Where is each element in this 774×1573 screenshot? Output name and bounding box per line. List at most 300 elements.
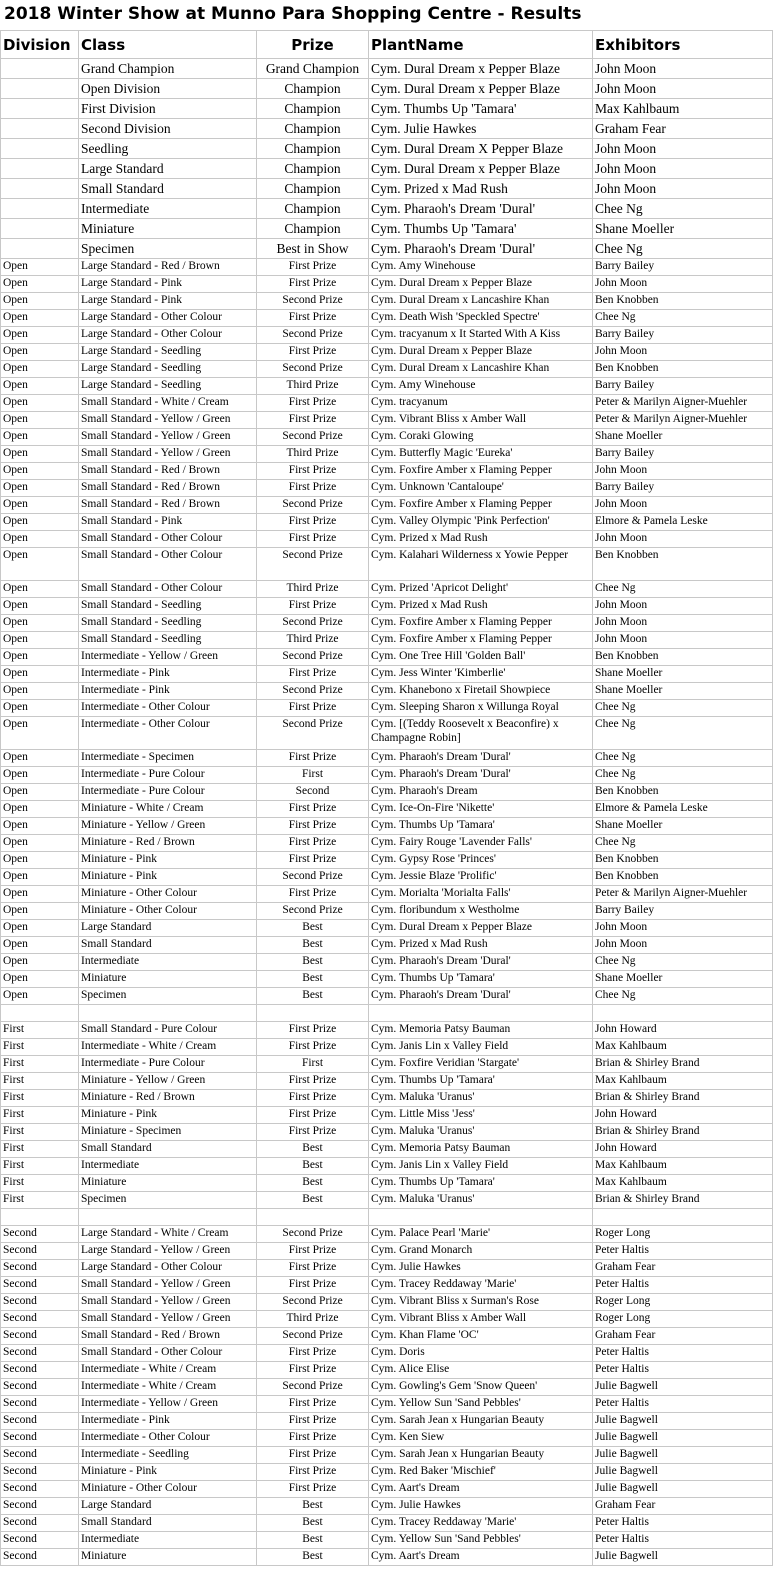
prize-cell: Third Prize xyxy=(257,632,369,649)
class-cell: Small Standard - Pink xyxy=(79,514,257,531)
result-row xyxy=(1,446,773,463)
exhibitor-cell: John Howard xyxy=(593,1022,773,1039)
separator-row xyxy=(1,1005,773,1022)
class-cell: Large Standard - Other Colour xyxy=(79,310,257,327)
division-cell xyxy=(1,59,79,79)
exhibitor-cell: Elmore & Pamela Leske xyxy=(593,514,773,531)
result-row xyxy=(1,548,773,581)
plant-name-cell: Cym. Vibrant Bliss x Amber Wall xyxy=(369,412,593,429)
result-row xyxy=(1,750,773,767)
class-cell: Small Standard - Other Colour xyxy=(79,531,257,548)
division-cell: First xyxy=(1,1158,79,1175)
page-title: 2018 Winter Show at Munno Para Shopping Centre - Results xyxy=(4,4,582,24)
class-cell: Small Standard - Yellow / Green xyxy=(79,1294,257,1311)
champion-row xyxy=(1,159,773,179)
prize-cell: Best xyxy=(257,937,369,954)
division-cell: Open xyxy=(1,784,79,801)
prize-cell: First Prize xyxy=(257,395,369,412)
exhibitor-cell: Ben Knobben xyxy=(593,293,773,310)
exhibitor-cell: Peter & Marilyn Aigner-Muehler xyxy=(593,412,773,429)
class-cell: Miniature xyxy=(79,1549,257,1566)
class-cell xyxy=(79,1005,257,1022)
header-row xyxy=(1,31,773,59)
result-row xyxy=(1,1243,773,1260)
division-cell: Open xyxy=(1,412,79,429)
result-row xyxy=(1,276,773,293)
exhibitor-cell: Chee Ng xyxy=(593,239,773,259)
class-cell: Intermediate - Pink xyxy=(79,1413,257,1430)
plant-name-cell: Cym. Memoria Patsy Bauman xyxy=(369,1141,593,1158)
plant-name-cell: Cym. Foxfire Veridian 'Stargate' xyxy=(369,1056,593,1073)
result-row xyxy=(1,835,773,852)
plant-name-cell: Cym. Pharaoh's Dream xyxy=(369,784,593,801)
result-row xyxy=(1,581,773,598)
exhibitor-cell: John Moon xyxy=(593,344,773,361)
exhibitor-cell: Julie Bagwell xyxy=(593,1549,773,1566)
result-row xyxy=(1,1549,773,1566)
plant-name-cell: Cym. Grand Monarch xyxy=(369,1243,593,1260)
exhibitor-cell: John Howard xyxy=(593,1141,773,1158)
class-cell: Specimen xyxy=(79,1192,257,1209)
class-cell: Large Standard - White / Cream xyxy=(79,1226,257,1243)
division-cell: Second xyxy=(1,1481,79,1498)
result-row xyxy=(1,1379,773,1396)
result-row xyxy=(1,361,773,378)
prize-cell: Best xyxy=(257,1175,369,1192)
prize-cell: First Prize xyxy=(257,480,369,497)
division-cell: Open xyxy=(1,632,79,649)
division-cell: First xyxy=(1,1141,79,1158)
class-cell: Miniature xyxy=(79,971,257,988)
exhibitor-cell: Barry Bailey xyxy=(593,480,773,497)
prize-cell: First Prize xyxy=(257,700,369,717)
exhibitor-cell: John Moon xyxy=(593,179,773,199)
class-cell: Intermediate - White / Cream xyxy=(79,1379,257,1396)
plant-name-cell: Cym. Vibrant Bliss x Surman's Rose xyxy=(369,1294,593,1311)
result-row xyxy=(1,869,773,886)
plant-name-cell: Cym. tracyanum x It Started With A Kiss xyxy=(369,327,593,344)
result-row xyxy=(1,378,773,395)
prize-cell: Champion xyxy=(257,79,369,99)
division-cell: Open xyxy=(1,852,79,869)
result-row xyxy=(1,1362,773,1379)
class-cell: Small Standard - Seedling xyxy=(79,615,257,632)
result-row xyxy=(1,988,773,1005)
class-cell: Large Standard - Pink xyxy=(79,293,257,310)
prize-cell: Second Prize xyxy=(257,1294,369,1311)
exhibitor-cell: Chee Ng xyxy=(593,700,773,717)
class-cell: Large Standard - Red / Brown xyxy=(79,259,257,276)
result-row xyxy=(1,1532,773,1549)
division-cell: Second xyxy=(1,1464,79,1481)
exhibitor-cell: Peter Haltis xyxy=(593,1396,773,1413)
exhibitor-cell: Ben Knobben xyxy=(593,361,773,378)
division-cell: Second xyxy=(1,1515,79,1532)
result-row xyxy=(1,1226,773,1243)
exhibitor-cell: John Moon xyxy=(593,276,773,293)
prize-cell: Best xyxy=(257,920,369,937)
prize-cell: Second Prize xyxy=(257,293,369,310)
exhibitor-cell: John Moon xyxy=(593,79,773,99)
exhibitor-cell: Chee Ng xyxy=(593,310,773,327)
plant-name-cell: Cym. Amy Winehouse xyxy=(369,259,593,276)
exhibitor-cell: John Moon xyxy=(593,463,773,480)
class-cell: Grand Champion xyxy=(79,59,257,79)
result-row xyxy=(1,700,773,717)
header-class: Class xyxy=(79,31,257,59)
result-row xyxy=(1,327,773,344)
division-cell: Second xyxy=(1,1277,79,1294)
division-cell xyxy=(1,139,79,159)
division-cell: Open xyxy=(1,920,79,937)
plant-name-cell: Cym. Pharaoh's Dream 'Dural' xyxy=(369,988,593,1005)
plant-name-cell: Cym. Gowling's Gem 'Snow Queen' xyxy=(369,1379,593,1396)
plant-name-cell: Cym. Jess Winter 'Kimberlie' xyxy=(369,666,593,683)
plant-name-cell: Cym. Prized x Mad Rush xyxy=(369,179,593,199)
result-row xyxy=(1,649,773,666)
prize-cell: Best xyxy=(257,1532,369,1549)
exhibitor-cell: John Moon xyxy=(593,598,773,615)
prize-cell: First Prize xyxy=(257,463,369,480)
result-row xyxy=(1,1464,773,1481)
header-division: Division xyxy=(1,31,79,59)
division-cell: Open xyxy=(1,971,79,988)
division-cell: Open xyxy=(1,548,79,581)
division-cell: Open xyxy=(1,649,79,666)
plant-name-cell: Cym. Janis Lin x Valley Field xyxy=(369,1039,593,1056)
result-row xyxy=(1,1430,773,1447)
exhibitor-cell: Peter & Marilyn Aigner-Muehler xyxy=(593,886,773,903)
prize-cell: First Prize xyxy=(257,1396,369,1413)
class-cell: Miniature - White / Cream xyxy=(79,801,257,818)
division-cell: First xyxy=(1,1039,79,1056)
division-cell: First xyxy=(1,1192,79,1209)
plant-name-cell: Cym. Pharaoh's Dream 'Dural' xyxy=(369,239,593,259)
prize-cell: Second Prize xyxy=(257,1379,369,1396)
prize-cell: First Prize xyxy=(257,259,369,276)
division-cell: Open xyxy=(1,293,79,310)
prize-cell: Second Prize xyxy=(257,615,369,632)
prize-cell: First Prize xyxy=(257,1277,369,1294)
result-row xyxy=(1,784,773,801)
exhibitor-cell: Julie Bagwell xyxy=(593,1379,773,1396)
prize-cell: Champion xyxy=(257,199,369,219)
division-cell: Second xyxy=(1,1260,79,1277)
plant-name-cell: Cym. Pharaoh's Dream 'Dural' xyxy=(369,767,593,784)
prize-cell: Second Prize xyxy=(257,649,369,666)
result-row xyxy=(1,598,773,615)
class-cell: Intermediate - Pure Colour xyxy=(79,767,257,784)
division-cell: Second xyxy=(1,1328,79,1345)
prize-cell: Third Prize xyxy=(257,446,369,463)
header-plant-name: PlantName xyxy=(369,31,593,59)
plant-name-cell: Cym. Kalahari Wilderness x Yowie Pepper xyxy=(369,548,593,581)
division-cell: Open xyxy=(1,361,79,378)
champion-row xyxy=(1,99,773,119)
division-cell: Second xyxy=(1,1311,79,1328)
division-cell: Open xyxy=(1,683,79,700)
class-cell: Miniature - Red / Brown xyxy=(79,1090,257,1107)
plant-name-cell: Cym. Palace Pearl 'Marie' xyxy=(369,1226,593,1243)
plant-name-cell: Cym. Thumbs Up 'Tamara' xyxy=(369,818,593,835)
class-cell: Small Standard xyxy=(79,1141,257,1158)
class-cell: Miniature - Other Colour xyxy=(79,886,257,903)
class-cell: Miniature - Pink xyxy=(79,1107,257,1124)
prize-cell: First Prize xyxy=(257,310,369,327)
exhibitor-cell: Graham Fear xyxy=(593,1328,773,1345)
prize-cell: First Prize xyxy=(257,1345,369,1362)
result-row xyxy=(1,801,773,818)
class-cell: Small Standard xyxy=(79,1515,257,1532)
division-cell: Open xyxy=(1,259,79,276)
result-row xyxy=(1,920,773,937)
result-row xyxy=(1,259,773,276)
exhibitor-cell: Peter & Marilyn Aigner-Muehler xyxy=(593,395,773,412)
plant-name-cell: Cym. Foxfire Amber x Flaming Pepper xyxy=(369,463,593,480)
prize-cell: Champion xyxy=(257,119,369,139)
plant-name-cell: Cym. Khanebono x Firetail Showpiece xyxy=(369,683,593,700)
prize-cell: First Prize xyxy=(257,1243,369,1260)
exhibitor-cell: Chee Ng xyxy=(593,750,773,767)
division-cell: Open xyxy=(1,666,79,683)
prize-cell: First Prize xyxy=(257,598,369,615)
class-cell: Small Standard - Pure Colour xyxy=(79,1022,257,1039)
class-cell: First Division xyxy=(79,99,257,119)
exhibitor-cell: Chee Ng xyxy=(593,199,773,219)
champion-row xyxy=(1,119,773,139)
exhibitor-cell: Shane Moeller xyxy=(593,971,773,988)
plant-name-cell: Cym. Vibrant Bliss x Amber Wall xyxy=(369,1311,593,1328)
result-row xyxy=(1,717,773,750)
class-cell: Second Division xyxy=(79,119,257,139)
exhibitor-cell: Ben Knobben xyxy=(593,784,773,801)
division-cell: Open xyxy=(1,750,79,767)
prize-cell: Second Prize xyxy=(257,869,369,886)
plant-name-cell: Cym. Tracey Reddaway 'Marie' xyxy=(369,1515,593,1532)
result-row xyxy=(1,429,773,446)
result-row xyxy=(1,1090,773,1107)
division-cell: Second xyxy=(1,1498,79,1515)
division-cell xyxy=(1,199,79,219)
exhibitor-cell: Chee Ng xyxy=(593,835,773,852)
exhibitor-cell: Max Kahlbaum xyxy=(593,1158,773,1175)
class-cell: Small Standard - Other Colour xyxy=(79,548,257,581)
plant-name-cell: Cym. Red Baker 'Mischief' xyxy=(369,1464,593,1481)
exhibitor-cell: Ben Knobben xyxy=(593,852,773,869)
prize-cell: First Prize xyxy=(257,1073,369,1090)
exhibitor-cell: Barry Bailey xyxy=(593,327,773,344)
class-cell: Seedling xyxy=(79,139,257,159)
result-row xyxy=(1,903,773,920)
class-cell: Intermediate - Pure Colour xyxy=(79,784,257,801)
class-cell: Intermediate - Other Colour xyxy=(79,717,257,750)
class-cell: Specimen xyxy=(79,988,257,1005)
exhibitor-cell: Shane Moeller xyxy=(593,818,773,835)
division-cell: Open xyxy=(1,463,79,480)
division-cell: Second xyxy=(1,1243,79,1260)
prize-cell: Best xyxy=(257,971,369,988)
plant-name-cell: Cym. Sleeping Sharon x Willunga Royal xyxy=(369,700,593,717)
class-cell: Intermediate - White / Cream xyxy=(79,1362,257,1379)
plant-name-cell: Cym. Julie Hawkes xyxy=(369,1498,593,1515)
plant-name-cell: Cym. Yellow Sun 'Sand Pebbles' xyxy=(369,1532,593,1549)
result-row xyxy=(1,1294,773,1311)
class-cell: Intermediate - Pure Colour xyxy=(79,1056,257,1073)
class-cell: Miniature xyxy=(79,219,257,239)
class-cell: Large Standard - Seedling xyxy=(79,361,257,378)
exhibitor-cell: John Moon xyxy=(593,937,773,954)
exhibitor-cell: Graham Fear xyxy=(593,1498,773,1515)
class-cell: Intermediate xyxy=(79,199,257,219)
champion-row xyxy=(1,199,773,219)
class-cell: Large Standard xyxy=(79,159,257,179)
prize-cell: First Prize xyxy=(257,666,369,683)
plant-name-cell: Cym. floribundum x Westholme xyxy=(369,903,593,920)
division-cell: Open xyxy=(1,378,79,395)
class-cell xyxy=(79,1209,257,1226)
exhibitor-cell: John Moon xyxy=(593,59,773,79)
exhibitor-cell: Barry Bailey xyxy=(593,446,773,463)
plant-name-cell: Cym. Unknown 'Cantaloupe' xyxy=(369,480,593,497)
division-cell: First xyxy=(1,1107,79,1124)
division-cell: Second xyxy=(1,1362,79,1379)
prize-cell: First Prize xyxy=(257,1039,369,1056)
plant-name-cell: Cym. Butterfly Magic 'Eureka' xyxy=(369,446,593,463)
prize-cell: First Prize xyxy=(257,1413,369,1430)
plant-name-cell: Cym. Dural Dream x Lancashire Khan xyxy=(369,361,593,378)
exhibitor-cell: Peter Haltis xyxy=(593,1345,773,1362)
class-cell: Small Standard xyxy=(79,937,257,954)
prize-cell: First Prize xyxy=(257,344,369,361)
result-row xyxy=(1,1158,773,1175)
class-cell: Intermediate xyxy=(79,1532,257,1549)
plant-name-cell: Cym. [(Teddy Roosevelt x Beaconfire) x Champagne Robin] xyxy=(369,717,593,750)
division-cell xyxy=(1,1209,79,1226)
exhibitor-cell: Roger Long xyxy=(593,1311,773,1328)
class-cell: Small Standard - Red / Brown xyxy=(79,480,257,497)
division-cell: First xyxy=(1,1056,79,1073)
result-row xyxy=(1,1056,773,1073)
plant-name-cell: Cym. Little Miss 'Jess' xyxy=(369,1107,593,1124)
prize-cell: First Prize xyxy=(257,1464,369,1481)
plant-name-cell: Cym. Sarah Jean x Hungarian Beauty xyxy=(369,1447,593,1464)
division-cell: Open xyxy=(1,395,79,412)
exhibitor-cell: Chee Ng xyxy=(593,954,773,971)
result-row xyxy=(1,1498,773,1515)
exhibitor-cell: Shane Moeller xyxy=(593,683,773,700)
plant-name-cell: Cym. Morialta 'Morialta Falls' xyxy=(369,886,593,903)
prize-cell: Second Prize xyxy=(257,548,369,581)
class-cell: Small Standard - Yellow / Green xyxy=(79,446,257,463)
division-cell: Open xyxy=(1,869,79,886)
prize-cell: First Prize xyxy=(257,1362,369,1379)
result-row xyxy=(1,1345,773,1362)
division-cell: Open xyxy=(1,903,79,920)
result-row xyxy=(1,937,773,954)
exhibitor-cell: Julie Bagwell xyxy=(593,1481,773,1498)
champion-row xyxy=(1,59,773,79)
plant-name-cell: Cym. Dural Dream x Pepper Blaze xyxy=(369,79,593,99)
plant-name-cell: Cym. Aart's Dream xyxy=(369,1549,593,1566)
result-row xyxy=(1,480,773,497)
plant-name-cell: Cym. Jessie Blaze 'Prolific' xyxy=(369,869,593,886)
plant-name-cell: Cym. Pharaoh's Dream 'Dural' xyxy=(369,199,593,219)
result-row xyxy=(1,852,773,869)
result-row xyxy=(1,683,773,700)
exhibitor-cell: Barry Bailey xyxy=(593,378,773,395)
prize-cell: First Prize xyxy=(257,531,369,548)
prize-cell: Second xyxy=(257,784,369,801)
result-row xyxy=(1,1413,773,1430)
plant-name-cell: Cym. Coraki Glowing xyxy=(369,429,593,446)
result-row xyxy=(1,514,773,531)
exhibitor-cell: Barry Bailey xyxy=(593,259,773,276)
champion-row xyxy=(1,239,773,259)
division-cell: Open xyxy=(1,801,79,818)
exhibitor-cell: Graham Fear xyxy=(593,1260,773,1277)
prize-cell: Third Prize xyxy=(257,581,369,598)
prize-cell xyxy=(257,1005,369,1022)
division-cell: Open xyxy=(1,954,79,971)
prize-cell: First xyxy=(257,767,369,784)
prize-cell: First Prize xyxy=(257,1260,369,1277)
class-cell: Large Standard xyxy=(79,920,257,937)
exhibitor-cell: Barry Bailey xyxy=(593,903,773,920)
result-row xyxy=(1,531,773,548)
class-cell: Large Standard - Other Colour xyxy=(79,1260,257,1277)
class-cell: Small Standard - Red / Brown xyxy=(79,497,257,514)
class-cell: Miniature - Yellow / Green xyxy=(79,1073,257,1090)
class-cell: Large Standard - Yellow / Green xyxy=(79,1243,257,1260)
plant-name-cell: Cym. Maluka 'Uranus' xyxy=(369,1192,593,1209)
class-cell: Small Standard - Yellow / Green xyxy=(79,1311,257,1328)
prize-cell: Best xyxy=(257,1192,369,1209)
plant-name-cell: Cym. Dural Dream x Pepper Blaze xyxy=(369,276,593,293)
division-cell: Open xyxy=(1,818,79,835)
prize-cell: Second Prize xyxy=(257,327,369,344)
prize-cell: First Prize xyxy=(257,1430,369,1447)
division-cell: First xyxy=(1,1073,79,1090)
prize-cell: Champion xyxy=(257,139,369,159)
exhibitor-cell: Chee Ng xyxy=(593,717,773,750)
prize-cell: First Prize xyxy=(257,1447,369,1464)
class-cell: Small Standard - Seedling xyxy=(79,632,257,649)
division-cell: Open xyxy=(1,937,79,954)
prize-cell: Second Prize xyxy=(257,429,369,446)
class-cell: Large Standard - Seedling xyxy=(79,344,257,361)
plant-name-cell: Cym. Dural Dream x Pepper Blaze xyxy=(369,920,593,937)
result-row xyxy=(1,767,773,784)
plant-name-cell: Cym. Maluka 'Uranus' xyxy=(369,1124,593,1141)
exhibitor-cell: Roger Long xyxy=(593,1226,773,1243)
division-cell: Open xyxy=(1,886,79,903)
class-cell: Intermediate xyxy=(79,1158,257,1175)
prize-cell: Second Prize xyxy=(257,497,369,514)
result-row xyxy=(1,1447,773,1464)
plant-name-cell: Cym. Khan Flame 'OC' xyxy=(369,1328,593,1345)
prize-cell: First Prize xyxy=(257,1124,369,1141)
class-cell: Small Standard - Yellow / Green xyxy=(79,1277,257,1294)
prize-cell: First Prize xyxy=(257,1090,369,1107)
exhibitor-cell: Max Kahlbaum xyxy=(593,1175,773,1192)
plant-name-cell: Cym. Valley Olympic 'Pink Perfection' xyxy=(369,514,593,531)
plant-name-cell: Cym. Memoria Patsy Bauman xyxy=(369,1022,593,1039)
class-cell: Small Standard - Seedling xyxy=(79,598,257,615)
class-cell: Small Standard - Other Colour xyxy=(79,581,257,598)
exhibitor-cell: John Moon xyxy=(593,615,773,632)
prize-cell: First Prize xyxy=(257,1022,369,1039)
exhibitor-cell: Chee Ng xyxy=(593,988,773,1005)
